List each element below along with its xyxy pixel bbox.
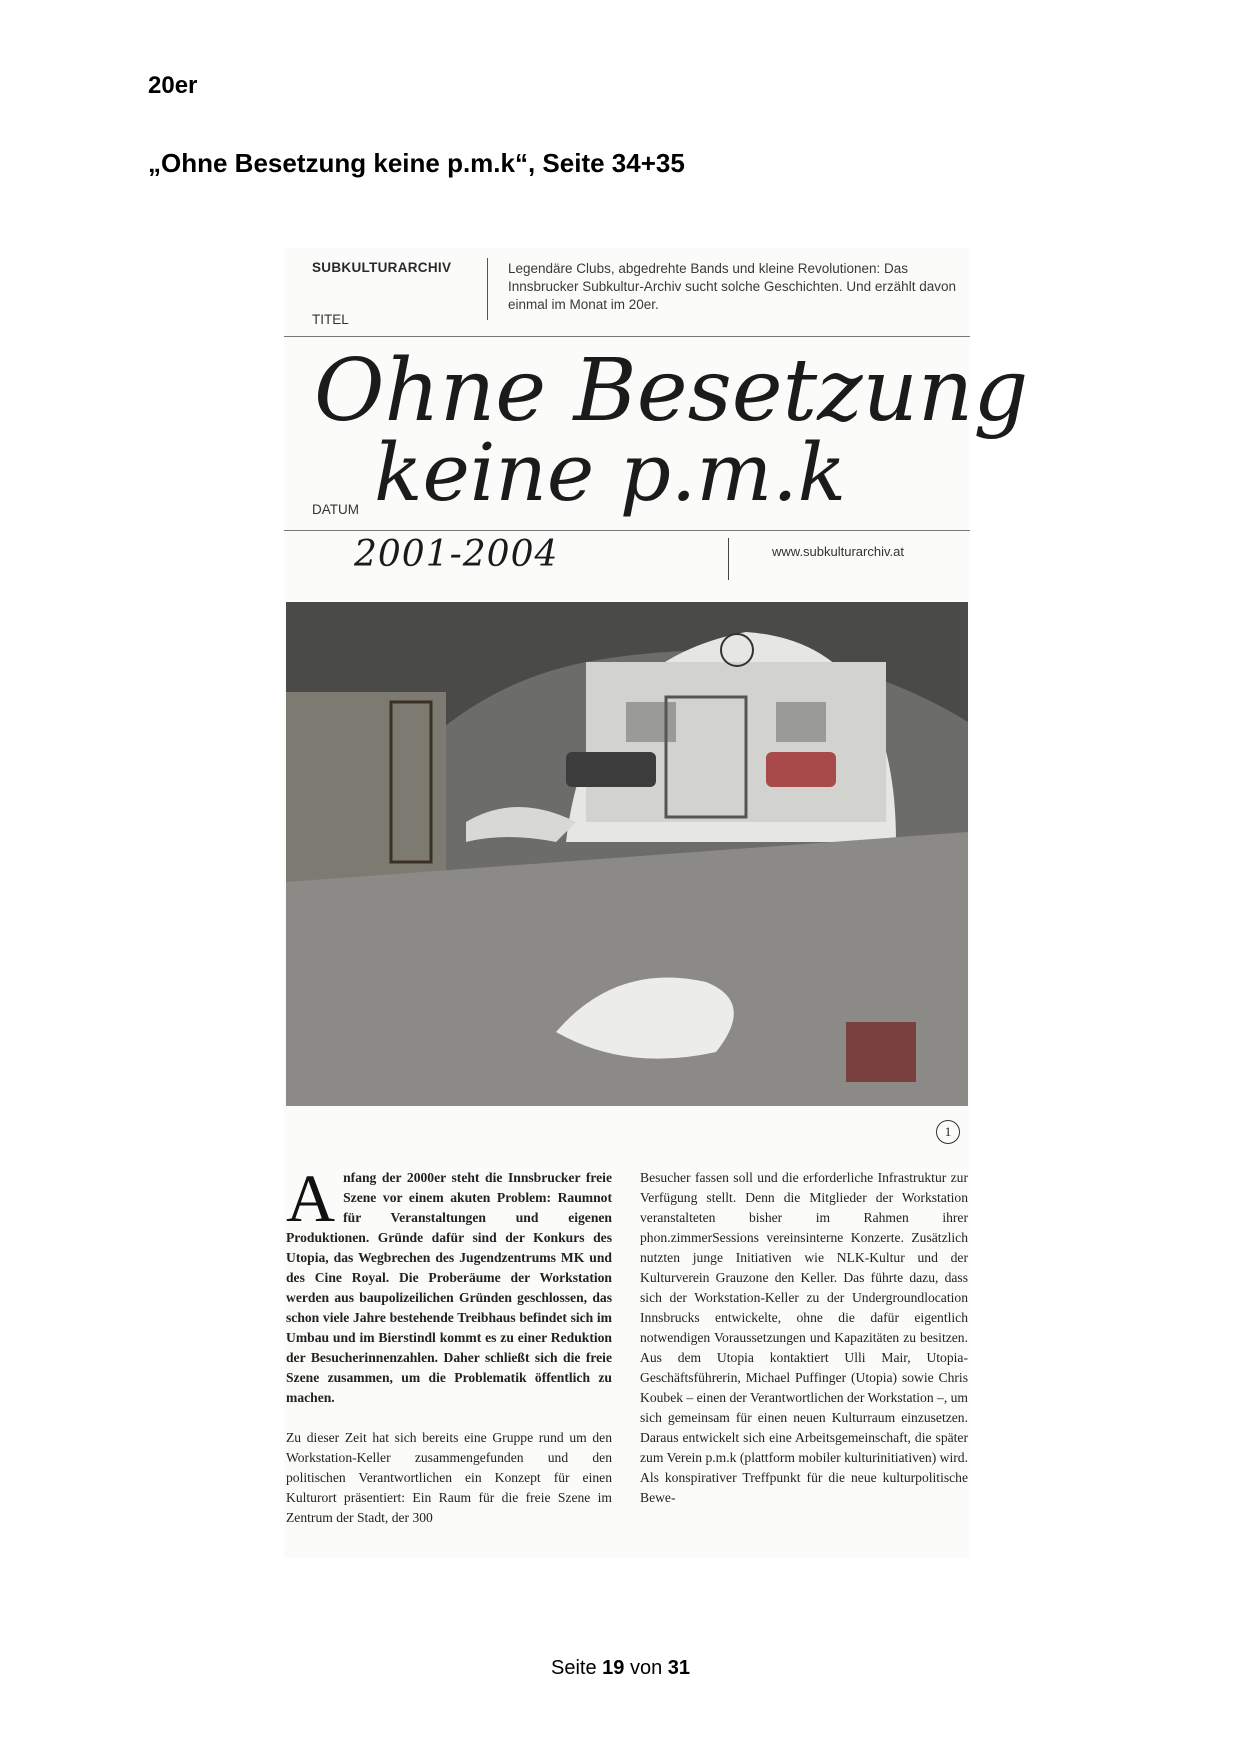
page-footer <box>0 1657 1241 1680</box>
current-page-number: 19 <box>602 1657 625 1679</box>
window-left <box>626 702 676 742</box>
body-paragraph: Zu dieser Zeit hat sich bereits eine Gruppe rund um den Workstation-Keller zusammengefunden und den politischen Verantwortlichen ein Konzept für einen Kulturort präsentiert: Ein Raum für die freie Szene im Zentrum der Stadt, der 300 <box>286 1430 612 1525</box>
article-photo <box>286 602 968 1106</box>
crate <box>846 1022 916 1082</box>
script-title <box>304 328 1029 519</box>
document-heading: „Ohne Besetzung keine p.m.k“, Seite 34+35 <box>148 148 685 178</box>
rubric-divider <box>487 258 488 320</box>
footer-middle: von <box>629 1657 663 1679</box>
lead-text: nfang der 2000er steht die Innsbrucker freie Szene vor einem akuten Problem: Raumnot für Veranstaltungen und eigenen Produktionen. Gründe dafür sind der Konkurs des Utopia, das Wegbrechen des Jugendzentrums MK und des Cine Royal. Die Proberäume der Workstation werden aus baupolizeilichen Gründen geschlossen, das schon viele Jahre bestehende Treibhaus befindet sich im Umbau und im Bierstindl kommt es zu einer Reduktion der Besucherinnenzahlen. Daher schließt sich die freie Szene zusammen, um die Problematik öffentlich zu machen. <box>286 1170 612 1405</box>
window-right <box>776 702 826 742</box>
red-car <box>766 752 836 787</box>
date-divider <box>728 538 729 580</box>
photo-number-badge: 1 <box>936 1120 960 1144</box>
rubric-label: SUBKULTURARCHIV <box>312 260 452 275</box>
article-column-right <box>640 1168 968 1508</box>
total-page-count: 31 <box>667 1657 691 1679</box>
website-link[interactable]: www.subkulturarchiv.at <box>772 544 904 559</box>
date-range: 2001-2004 <box>354 534 559 575</box>
title-line-2: keine p.m.k <box>374 426 847 519</box>
article-clipping <box>284 248 1029 1558</box>
lead-paragraph <box>286 1160 612 1408</box>
section-label: 20er <box>148 72 198 99</box>
body-paragraph: Besucher fassen soll und die erforderliche Infrastruktur zur Verfügung stellt. Denn die Mitglieder der Workstation veranstalteten bisher im Rahmen ihrer phon.zimmerSessions vereinsinterne Konzerte. Zusätzlich nutzten junge Initiativen wie NLK-Kultur und der Kulturverein Grauzone den Keller. Das führte dazu, dass sich der Workstation-Keller zu der Undergroundlocation Innsbrucks entwickelte, ohne die dafür eigentlich notwendigen Voraussetzungen und Kapazitäten zu besitzen. Aus dem Utopia kontaktiert Ulli Mair, Utopia-Geschäftsführerin, Michael Puffinger (Utopia) sowie Chris Koubek – einen der Verantwortlichen der Workstation –, um sich gemeinsam für einen neuen Kulturraum einzusetzen. Daraus entwickelt sich eine Arbeitsgemeinschaft, die später zum Verein p.m.k (plattform mobiler kulturinitiativen) wird. Als konspirativer Treffpunkt für die neue kulturpolitische Bewe- <box>640 1170 968 1505</box>
footer-prefix: Seite <box>550 1657 597 1679</box>
dropcap: A <box>286 1160 336 1236</box>
dark-car <box>566 752 656 787</box>
rubric-intro: Legendäre Clubs, abgedrehte Bands und kleine Revolutionen: Das Innsbrucker Subkultur-Archiv sucht solche Geschichten. Und erzählt davon einmal im Monat im 20er. <box>508 261 956 312</box>
date-rule <box>284 530 970 531</box>
article-column-left <box>286 1160 612 1528</box>
titel-label: TITEL <box>312 312 349 327</box>
datum-label: DATUM <box>312 502 359 517</box>
title-line-1: Ohne Besetzung <box>314 341 1029 441</box>
